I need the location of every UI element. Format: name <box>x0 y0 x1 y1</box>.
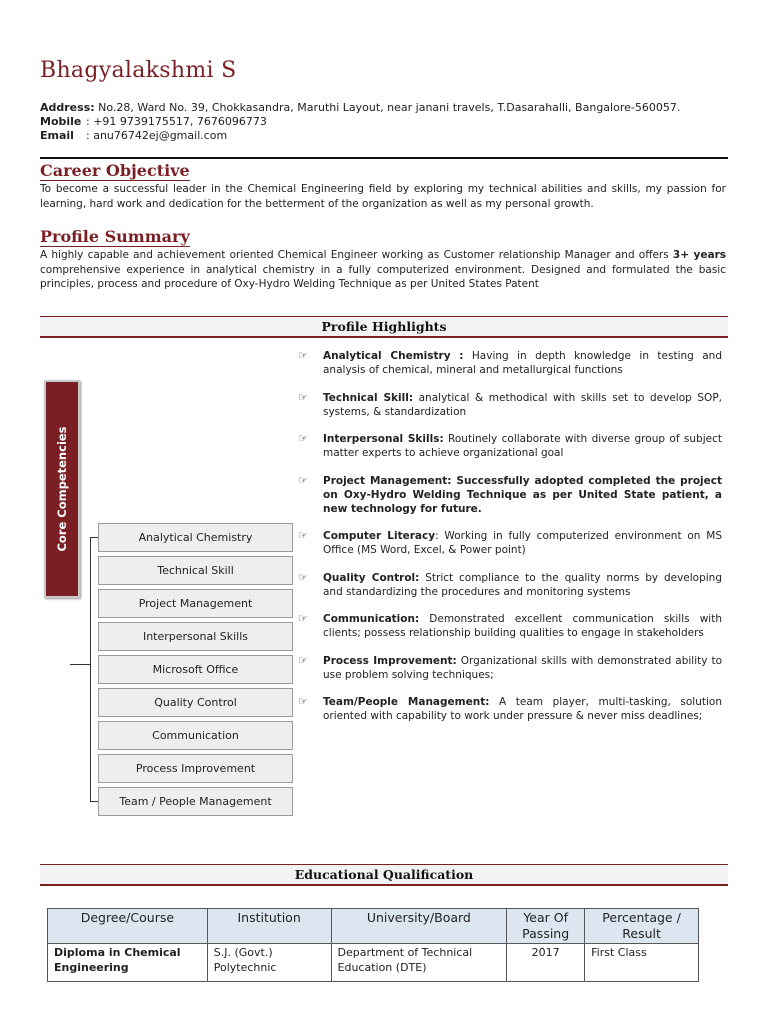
highlight-desc: analytical & methodical with skills set to develop SOP, systems, & standardization <box>323 391 722 418</box>
highlight-item <box>298 571 722 599</box>
highlight-item <box>298 391 722 419</box>
header-divider <box>40 157 728 159</box>
pointing-hand-icon: ☞ <box>298 570 308 584</box>
competency-box: Analytical Chemistry <box>98 523 293 552</box>
pointing-hand-icon: ☞ <box>298 473 308 487</box>
pointing-hand-icon: ☞ <box>298 432 308 445</box>
email-value: : anu76742ej@gmail.com <box>86 129 228 142</box>
education-column-header: Percentage / Result <box>585 909 699 944</box>
summary-experience-highlight: 3+ years <box>672 249 726 261</box>
pointing-hand-icon: ☞ <box>298 612 308 625</box>
competency-box: Project Management <box>98 589 293 618</box>
profile-summary-title: Profile Summary <box>40 227 190 246</box>
core-competencies-label: Core Competencies <box>55 426 69 552</box>
table-row <box>48 944 699 982</box>
highlight-desc: : Working in fully computerized environment on MS Office (MS Word, Excel, & Power point) <box>323 530 722 556</box>
connector-tick <box>90 537 98 538</box>
mobile-line <box>40 115 267 129</box>
highlight-term: Computer Literacy <box>323 530 436 542</box>
education-table-body <box>48 944 699 982</box>
highlight-term: Process Improvement: <box>323 654 457 667</box>
highlight-term: Communication: <box>323 613 420 625</box>
highlight-term: Analytical Chemistry : <box>323 350 464 362</box>
education-header: Educational Qualification <box>40 864 728 886</box>
core-competencies-bar <box>44 380 80 598</box>
competency-box: Team / People Management <box>98 787 293 816</box>
competency-box: Process Improvement <box>98 754 293 783</box>
education-table-header <box>48 909 699 944</box>
summary-text-part: A highly capable and achievement oriented Chemical Engineer working as Customer relationship Manager and offers <box>40 249 673 261</box>
highlight-item <box>298 654 722 682</box>
pointing-hand-icon: ☞ <box>298 349 308 362</box>
competency-box: Communication <box>98 721 293 750</box>
highlight-term: Technical Skill: <box>323 391 414 404</box>
career-objective-text: To become a successful leader in the Chemical Engineering field by exploring my technical abilities and skills, my passion for learning, hard work and dedication for the betterment of the organization as well as my personal growth. <box>40 183 726 210</box>
highlight-item <box>298 612 722 640</box>
highlights-list <box>298 349 722 737</box>
email-line <box>40 129 227 143</box>
highlight-term: Team/People Management: <box>323 696 490 708</box>
profile-summary-text <box>40 248 726 292</box>
pointing-hand-icon: ☞ <box>298 529 308 542</box>
summary-text-part: comprehensive experience in analytical chemistry in a fully computerized environment. Designed and formulated the basic principles, process and procedure of Oxy-Hydro Welding Technique as per United States Patent <box>40 263 726 290</box>
competency-box: Quality Control <box>98 688 293 717</box>
pointing-hand-icon: ☞ <box>298 695 308 708</box>
highlight-desc: Having in depth knowledge in testing and analysis of chemical, mineral and metallurgical functions <box>323 350 722 376</box>
highlight-desc: Successfully adopted completed the project on Oxy-Hydro Welding Technique as per United State patient, a new technology for future. <box>323 474 723 515</box>
pointing-hand-icon: ☞ <box>298 653 308 667</box>
highlight-item <box>298 349 722 377</box>
mobile-value: : +91 9739175517, 7676096773 <box>86 115 267 128</box>
profile-highlights-header: Profile Highlights <box>40 316 728 338</box>
highlight-term: Quality Control: <box>323 571 420 584</box>
highlight-desc: Demonstrated excellent communication skills with clients; possess relationship building qualities to engage in stakeholders <box>323 613 722 639</box>
table-cell: First Class <box>585 944 699 982</box>
highlight-item <box>298 529 722 557</box>
candidate-name: Bhagyalakshmi S <box>40 58 237 83</box>
competency-box: Microsoft Office <box>98 655 293 684</box>
table-cell: 2017 <box>507 944 585 982</box>
connector-line <box>70 664 90 665</box>
mobile-label: Mobile <box>40 115 82 128</box>
highlight-term: Project Management: <box>323 474 452 487</box>
pointing-hand-icon: ☞ <box>298 390 308 404</box>
highlight-desc: Strict compliance to the quality norms by developing and standardizing the procedures and monitoring systems <box>323 571 722 598</box>
competency-box: Interpersonal Skills <box>98 622 293 651</box>
highlight-item <box>298 474 722 516</box>
competency-list <box>98 523 293 820</box>
highlight-item <box>298 695 722 723</box>
education-column-header: Degree/Course <box>48 909 208 944</box>
competency-box: Technical Skill <box>98 556 293 585</box>
highlight-desc: Organizational skills with demonstrated ability to use problem solving techniques; <box>323 654 722 681</box>
email-label: Email <box>40 129 74 142</box>
highlight-desc: Routinely collaborate with diverse group of subject matter experts to achieve organizational goal <box>323 433 722 459</box>
education-table <box>47 908 699 982</box>
education-column-header: University/Board <box>331 909 507 944</box>
address-value: No.28, Ward No. 39, Chokkasandra, Maruthi Layout, near janani travels, T.Dasarahalli, Bangalore-560057. <box>98 101 681 114</box>
education-column-header: Year Of Passing <box>507 909 585 944</box>
career-objective-title: Career Objective <box>40 161 190 180</box>
connector-tick <box>90 801 98 802</box>
table-cell: Diploma in Chemical Engineering <box>48 944 208 982</box>
address-label: Address: <box>40 101 95 114</box>
highlight-term: Interpersonal Skills: <box>323 433 444 445</box>
table-cell: Department of Technical Education (DTE) <box>331 944 507 982</box>
address-line <box>40 101 680 115</box>
table-cell: S.J. (Govt.) Polytechnic <box>207 944 331 982</box>
education-column-header: Institution <box>207 909 331 944</box>
highlight-desc: A team player, multi-tasking, solution oriented with capability to work under pressure & never miss deadlines; <box>323 696 722 722</box>
connector-line <box>90 537 91 801</box>
highlight-item <box>298 432 722 460</box>
